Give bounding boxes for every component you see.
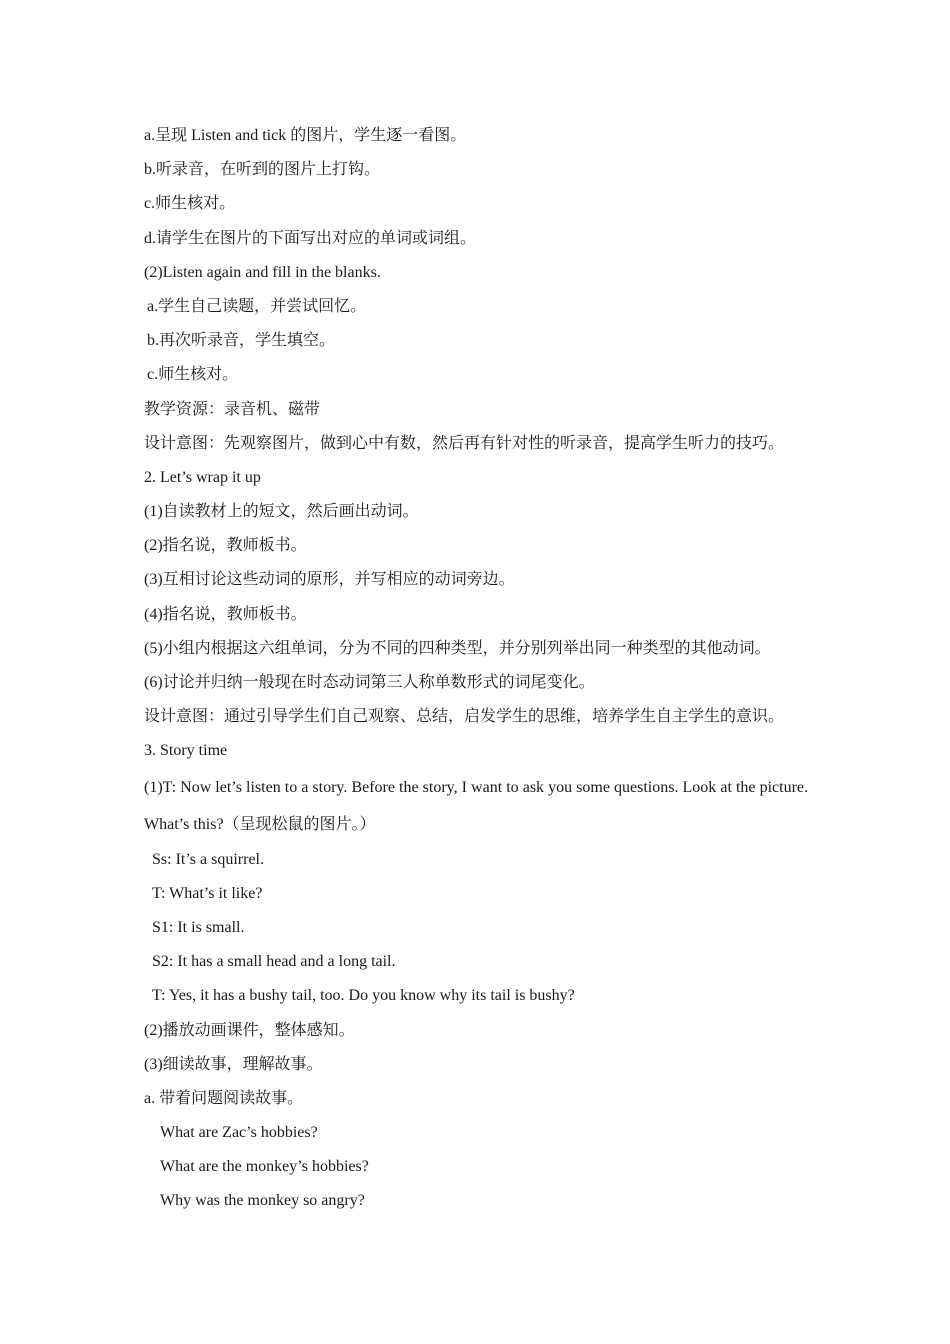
dialogue-line: S2: It has a small head and a long tail. [152,953,396,971]
paragraph: (2)指名说，教师板书。 [144,537,307,555]
design-intent: 设计意图：先观察图片，做到心中有数，然后再有针对性的听录音，提高学生听力的技巧。 [144,434,785,452]
paragraph: b.听录音，在听到的图片上打钩。 [144,161,381,179]
dialogue-line: T: Yes, it has a bushy tail, too. Do you know why its tail is bushy? [152,987,575,1005]
paragraph: a.呈现 Listen and tick 的图片，学生逐一看图。 [144,127,467,144]
paragraph: (3)互相讨论这些动词的原形，并写相应的动词旁边。 [144,571,515,589]
question-line: What are Zac’s hobbies? [160,1124,318,1142]
document-body [144,119,808,1219]
paragraph: (2)播放动画课件，整体感知。 [144,1021,355,1039]
design-intent: 设计意图：通过引导学生们自己观察、总结，启发学生的思维，培养学生自主学生的意识。 [144,708,785,726]
section-heading: (2)Listen again and fill in the blanks. [144,263,381,281]
paragraph: (3)细读故事，理解故事。 [144,1055,323,1073]
paragraph: (4)指名说，教师板书。 [144,605,307,623]
section-heading: 2. Let’s wrap it up [144,468,261,486]
question-line: Why was the monkey so angry? [160,1192,365,1210]
question-line: What are the monkey’s hobbies? [160,1158,369,1176]
paragraph: (1)自读教材上的短文，然后画出动词。 [144,503,419,521]
paragraph: c.师生核对。 [147,366,239,384]
dialogue-line: Ss: It’s a squirrel. [152,850,264,868]
teaching-resources: 教学资源：录音机、磁带 [144,400,321,418]
paragraph: a. 带着问题阅读故事。 [144,1089,304,1107]
paragraph: (5)小组内根据这六组单词，分为不同的四种类型，并分别列举出同一种类型的其他动词。 [144,639,771,657]
section-heading: 3. Story time [144,742,228,760]
paragraph: (6)讨论并归纳一般现在时态动词第三人称单数形式的词尾变化。 [144,674,595,691]
dialogue-line: T: What’s it like? [152,884,263,902]
paragraph: (1)T: Now let’s listen to a story. Before the story, I want to ask you some questions. Look at the picture. What’s this?（呈现松鼠的图片。） [144,778,808,833]
dialogue-line: S1: It is small. [152,918,245,936]
paragraph: d.请学生在图片的下面写出对应的单词或词组。 [144,229,477,247]
paragraph: b.再次听录音，学生填空。 [147,332,336,350]
paragraph: a.学生自己读题，并尝试回忆。 [147,297,367,315]
paragraph: c.师生核对。 [144,195,236,213]
